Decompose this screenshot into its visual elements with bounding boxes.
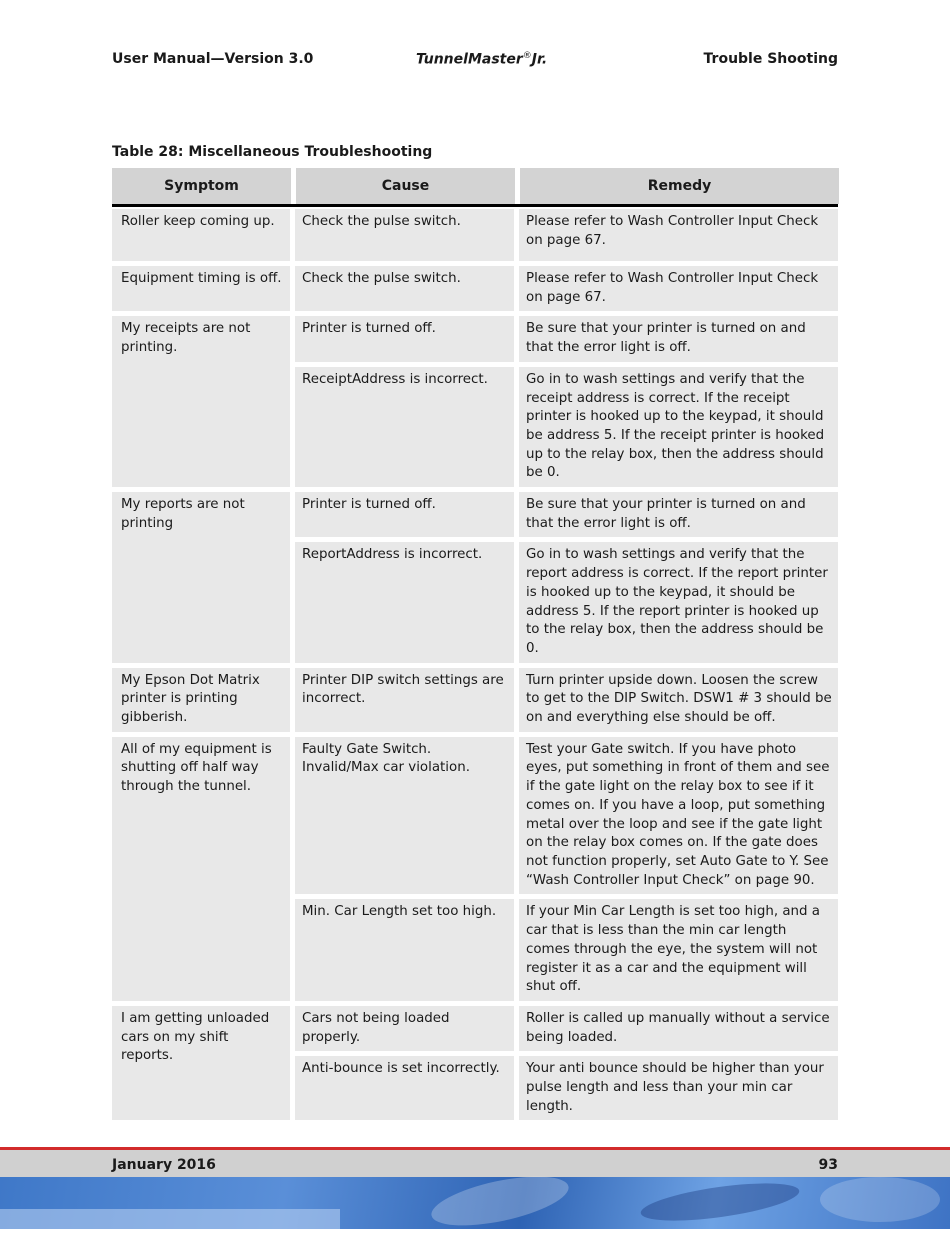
cause-cell: Printer is turned off. [295,492,514,537]
table-row [295,266,838,311]
decorative-wave [639,1176,802,1228]
header-product-name [416,51,547,68]
page-number: 93 [818,1157,838,1173]
product-name: TunnelMaster [416,51,523,68]
symptom-cell: My Epson Dot Matrix printer is printing gibberish. [112,668,290,732]
symptom-cell: Roller keep coming up. [112,209,290,261]
column-header-remedy: Remedy [520,168,839,204]
cause-cell: ReceiptAddress is incorrect. [295,367,514,487]
header-manual-version: User Manual—Version 3.0 [112,51,314,67]
table-caption: Table 28: Miscellaneous Troubleshooting [112,144,433,160]
troubleshooting-table [112,168,838,1125]
registered-mark: ® [522,51,532,61]
table-row [295,1056,838,1120]
remedy-cell: Turn printer upside down. Loosen the screw to get to the DIP Switch. DSW1 # 3 should be on and everything else should be off. [519,668,838,732]
table-row-group [112,266,838,311]
table-row [295,737,838,895]
remedy-cell: Go in to wash settings and verify that the report address is correct. If the report printer is hooked up to the keypad, it should be address 5. If the report printer is hooked up to the relay box, then the address should be 0. [519,542,838,662]
table-row [295,367,838,487]
symptom-cell: Equipment timing is off. [112,266,290,311]
remedy-cell: Go in to wash settings and verify that the receipt address is correct. If the receipt printer is hooked up to the keypad, it should be address 5. If the receipt printer is hooked up to the relay box, then the address should be 0. [519,367,838,487]
symptom-cell: My receipts are not printing. [112,316,290,487]
symptom-cell: I am getting unloaded cars on my shift reports. [112,1006,290,1121]
footer-date: January 2016 [112,1157,216,1173]
header-section-title: Trouble Shooting [703,51,838,67]
cause-cell: Faulty Gate Switch. Invalid/Max car violation. [295,737,514,895]
symptom-cell: All of my equipment is shutting off half way through the tunnel. [112,737,290,1001]
remedy-cell: Please refer to Wash Controller Input Check on page 67. [519,209,838,261]
header-rule [112,204,838,207]
table-row-group [112,492,838,663]
remedy-cell: Your anti bounce should be higher than your pulse length and less than your min car length. [519,1056,838,1120]
cause-cell: Printer is turned off. [295,316,514,361]
table-row [295,668,838,732]
cause-cell: Check the pulse switch. [295,266,514,311]
table-row [295,492,838,537]
cause-cell: Printer DIP switch settings are incorrect. [295,668,514,732]
cause-cell: Min. Car Length set too high. [295,899,514,1001]
table-row-group [112,668,838,732]
product-suffix: Jr. [531,51,548,68]
table-row-group [112,316,838,487]
cause-cell: Cars not being loaded properly. [295,1006,514,1051]
table-row [295,899,838,1001]
table-row-group [112,1006,838,1121]
table-row [295,542,838,662]
symptom-cell: My reports are not printing [112,492,290,663]
remedy-cell: If your Min Car Length is set too high, and a car that is less than the min car length comes through the eye, the system will not register it as a car and the equipment will shut off. [519,899,838,1001]
remedy-cell: Be sure that your printer is turned on and that the error light is off. [519,492,838,537]
table-row [295,1006,838,1051]
remedy-cell: Be sure that your printer is turned on and that the error light is off. [519,316,838,361]
decorative-wave [820,1177,940,1222]
table-row-group [112,737,838,1001]
table-row [295,316,838,361]
table-row-group [112,209,838,261]
table-header [112,168,838,204]
cause-cell: ReportAddress is incorrect. [295,542,514,662]
remedy-cell: Roller is called up manually without a service being loaded. [519,1006,838,1051]
cause-cell: Anti-bounce is set incorrectly. [295,1056,514,1120]
column-header-symptom: Symptom [112,168,291,204]
decorative-wave [427,1167,572,1235]
column-header-cause: Cause [296,168,515,204]
remedy-cell: Test your Gate switch. If you have photo eyes, put something in front of them and see if the gate light on the relay box to see if it comes on. If you have a loop, put something metal over the loop and see if the gate light on the relay box comes on. If the gate does not function properly, set Auto Gate to Y. See “Wash Controller Input Check” on page 90. [519,737,838,895]
decorative-strip [0,1209,340,1229]
cause-cell: Check the pulse switch. [295,209,514,261]
remedy-cell: Please refer to Wash Controller Input Check on page 67. [519,266,838,311]
table-row [295,209,838,261]
footer-decorative-image [0,1177,950,1229]
